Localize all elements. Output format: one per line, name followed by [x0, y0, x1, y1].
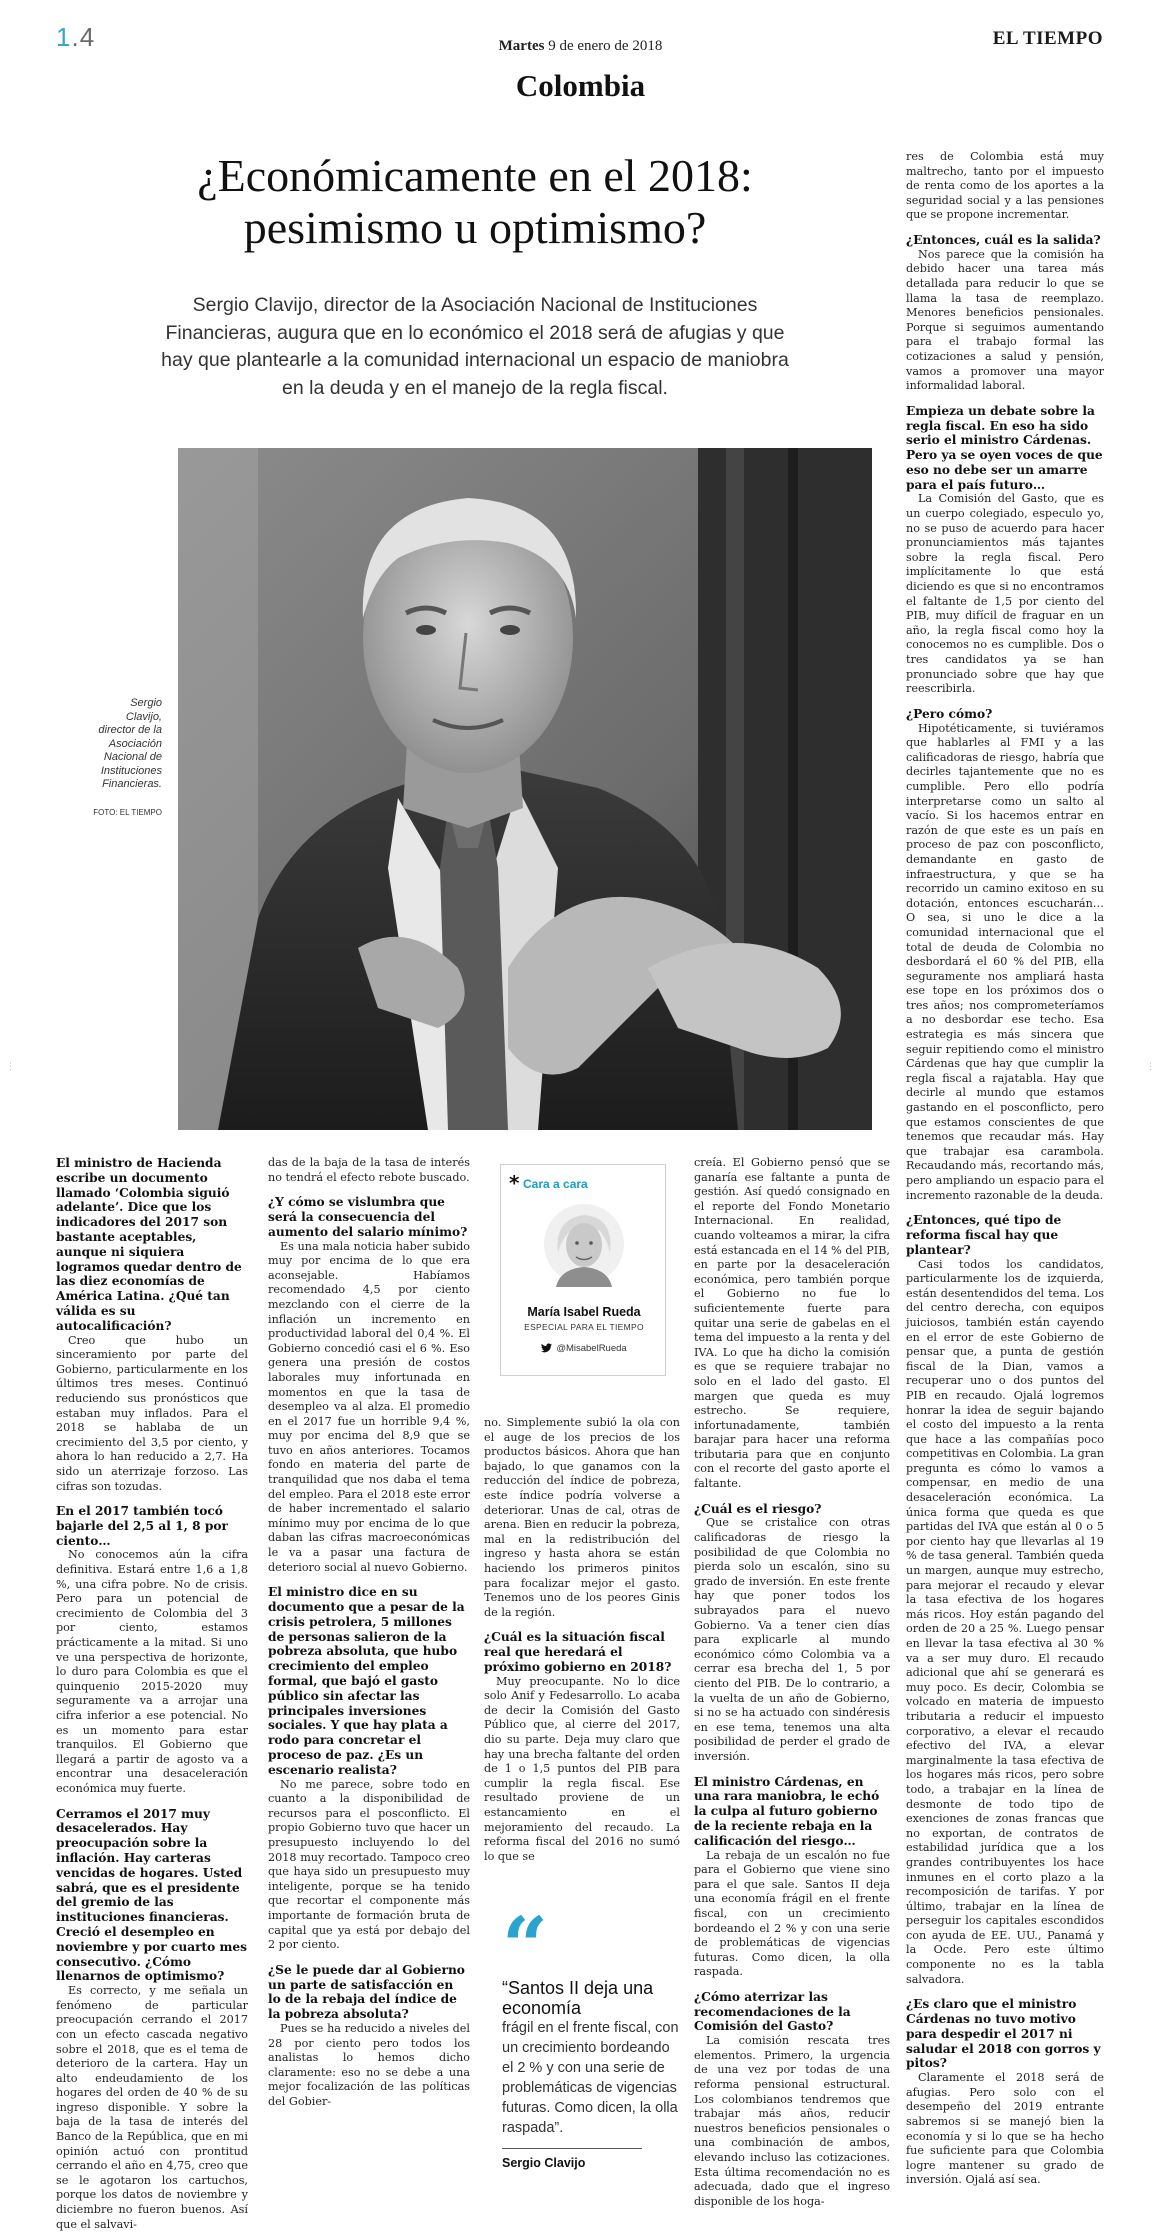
interview-question: ¿Cómo aterrizar las recomendaciones de la Comisión del Gasto?: [694, 1989, 851, 2034]
pull-quote-author: Sergio Clavijo: [502, 2156, 586, 2170]
twitter-icon: [541, 1343, 552, 1353]
interview-answer: Es correcto, y me señala un fenómeno de particular preocupación cerrando el 2017 con un efecto cascada negativo sobre el 2018, que es el tema de deterioro de la cartera. Hay un alto endeudamiento de los hogares del orden de 40 % de su ingreso disponible. Y sobre la baja de la tasa de interés del Banco de la República, que en mi opinión actuó con prontitud cerrando el año en 4,75, creo que se le agotaron los cartuchos, porque los datos de noviembre y diciembre no fueron buenos. Así que el salvavi-: [56, 1984, 248, 2231]
photo-credit: FOTO: EL TIEMPO: [93, 808, 162, 817]
article-column-3: [484, 1416, 680, 1906]
interview-answer: Pues se ha reducido a niveles del 28 por ciento pero todos los analistas lo hemos dicho claramente: eso no se debe a una mejor focalización de las políticas del Gobier-: [268, 2021, 470, 2108]
interview-answer: Muy preocupante. No lo dice solo Anif y Fedesarrollo. Lo acaba de decir la Comisión del Gasto Público que, al cierre del 2017, dio su parte. Deja muy claro que hay una brecha faltante del orden de 1 o 1,5 puntos del PIB para cumplir la regla fiscal. Ese resultado proviene de un estancamiento en el mejoramiento del recaudo. La reforma fiscal del 2016 no sumó lo que se: [484, 1674, 680, 1863]
interview-answer: Claramente el 2018 será de afugias. Pero solo con el desempeño del 2019 entrante sabremos si se manejó bien la economía y si lo que se ha hecho fue suficiente para que Colombia logre mantener su grado de inversión. Ojalá así sea.: [906, 2071, 1104, 2187]
interview-answer: La rebaja de un escalón no fue para el Gobierno que viene sino para el que sale. Santos II deja una economía frágil en el frente fiscal, con un crecimiento bordeando el 2 % y con una serie de problemáticas de vigencias futuras. Como dicen, la olla raspada.: [694, 1848, 890, 1979]
interview-question: ¿Y cómo se vislumbra que será la consecuencia del aumento del salario mínimo?: [268, 1195, 468, 1239]
interview-answer: No me parece, sobre todo en cuanto a la disponibilidad de recursos para el posconflicto. El propio Gobierno tuvo que hacer un presupuesto incluyendo lo del 2018 muy recortado. Tampoco creo que haya sido un presupuesto muy inteligente, porque se ha tenido que recortar el componente más importante de formación bruta de capital que ya está por debajo del 2 por ciento.: [268, 1777, 470, 1952]
interview-question: ¿Entonces, cuál es la salida?: [906, 232, 1101, 247]
section-title: Colombia: [515, 68, 646, 103]
article-column-right: [906, 150, 1104, 2187]
photo-caption: Sergio Clavijo, director de la Asociación Nacional de Instituciones Financieras.: [98, 697, 162, 790]
portrait-illustration: [178, 448, 872, 1130]
newspaper-brand: EL TIEMPO: [992, 28, 1103, 49]
interview-answer: Creo que hubo un sinceramiento por parte del Gobierno, particularmente en los últimos tres meses. Continuó reduciendo sus pronósticos que estaban muy inflados. Para el 2018 se hablaba de un crecimiento del 3,5 por ciento, y ahora lo han reducido a 2,7. Ha sido un aterrizaje forzoso. Las cifras son tozudas.: [56, 1333, 248, 1493]
quote-mark-icon: “: [502, 1899, 549, 1993]
article-column-4: [694, 1156, 890, 2208]
pull-quote-lead: “Santos II deja una economía: [502, 1978, 654, 2018]
interviewer-portrait: [544, 1201, 624, 1287]
interview-question: ¿Cuál es la situación fiscal real que heredará el próximo gobierno en 2018?: [484, 1630, 672, 1674]
registration-mark-right: ⋮: [1146, 1062, 1155, 1072]
asterisk-icon: *: [509, 1171, 520, 1195]
interview-question: En el 2017 también tocó bajarle del 2,5 al 1, 8 por ciento…: [56, 1504, 228, 1548]
interview-question: El ministro dice en su documento que a pesar de la crisis petrolera, 5 millones de personas salieron de la pobreza absoluta, que hubo crecimiento del empleo formal, que bajó el gasto público sin afectar las principales inversiones sociales. Y que hay plata a rodo para concretar el proceso de paz. ¿Es un escenario realista?: [268, 1585, 465, 1777]
registration-mark-left: ⋮: [6, 1062, 15, 1072]
interviewer-twitter: @MisabelRueda: [501, 1343, 667, 1354]
interview-answer: no. Simplemente subió la ola con el auge de los precios de los productos básicos. Ahora que han bajado, lo que ganamos con la reducción del índice de pobreza, este índice podría volverse a deteriorar. Unas de cal, otras de arena. Bien en reducir la pobreza, mal en la redistribución del ingreso y hasta ahora se están haciendo los primeros pinitos para focalizar mejor el gasto. Tenemos uno de los peores Ginis de la región.: [484, 1416, 680, 1619]
interview-answer: Que se cristalice con otras calificadoras de riesgo la posibilidad de que Colombia no pierda solo un escalón, sino su grado de inversión. En este frente hay que poner todos los subrayados para el nuevo Gobierno. Va a tener cien días para explicarle al mundo económico cómo Colombia va a cerrar esa brecha del 1, 5 por ciento del PIB. De lo contrario, a la vuelta de un año de Gobierno, si no se ha actuado con sindéresis en ese tema, tenemos una alta posibilidad de perder el grado de inversión.: [694, 1516, 890, 1763]
interviewer-name: María Isabel Rueda: [527, 1305, 641, 1319]
interview-question: El ministro de Hacienda escribe un documento llamado ‘Colombia siguió adelante’. Dice que los indicadores del 2017 son bastante aceptables, aunque ni siquiera logramos quedar dentro de las diez economías de América Latina. ¿Qué tan válida es su autocalificación?: [56, 1156, 242, 1333]
interview-answer: Es una mala noticia haber subido muy por encima de lo que era aconsejable. Habíamos recomendado 4,5 por ciento mezclando con el cierre de la inflación un incremento en productividad laboral del 0,4 %. El Gobierno concedió casi el 6 %. Eso genera una presión de costos laborales muy infortunada en momentos en que la tasa de desempleo va al alza. El promedio en el 2017 fue un horrible 9,4 %, muy por encima del 8,9 que se tuvo en años anteriores. Tocamos fondo en materia del parte de tranquilidad que nos daba el tema del empleo. Para el 2018 este error de haber incrementado el salario mínimo muy por encima de lo que daban las cifras macroeconómicas le va a pasar una factura de deterioro social al nuevo Gobierno.: [268, 1239, 470, 1574]
pull-quote-divider: [502, 2148, 642, 2149]
article-column-2: [268, 1156, 470, 2170]
interviewer-box: [500, 1164, 666, 1376]
article-deck: Sergio Clavijo, director de la Asociación Nacional de Instituciones Financieras, augura que en lo económico el 2018 será de afugias y que hay que plantearle a la comunidad internacional un espacio de maniobra en la deuda y en el manejo de la regla fiscal.: [161, 294, 789, 399]
interview-question: ¿Es claro que el ministro Cárdenas no tuvo motivo para despedir el 2017 ni saludar el 2018 con gorros y pitos?: [906, 1997, 1101, 2071]
interview-question: ¿Cuál es el riesgo?: [694, 1501, 822, 1516]
interviewer-box-title: Cara a cara: [523, 1177, 588, 1191]
interview-answer: Nos parece que la comisión ha debido hacer una tarea más detallada para reducir lo que se llama la tasa de reemplazo. Menores beneficios pensionales. Porque si seguimos aumentando para el trabajo formal las cotizaciones a salud y pensión, vamos a promover una mayor informalidad laboral.: [906, 247, 1104, 393]
interview-answer: creía. El Gobierno pensó que se ganaría ese faltante a punta de gestión. Así quedó consignado en el reporte del Fondo Monetario Internacional. En realidad, cuando volteamos a mirar, la cifra está estancada en el 14 % del PIB, en parte por la desaceleración económica, pero también porque el Gobierno no fue lo suficientemente fuerte para quitar una serie de gabelas en el tema del impuesto a la renta y del IVA. Lo que ha dicho la comisión es que se requiere trabajar no solo en el lado del gasto. El margen que queda es muy estrecho. Se requiere, infortunadamente, también barajar para hacer una reforma tributaria para que en conjunto con el recorte del gasto aporte el faltante.: [694, 1156, 890, 1491]
pull-quote-text: frágil en el frente fiscal, con un crecimiento bordeando el 2 % y con una serie de problemáticas de vigencias futuras. Como dicen, la olla raspada”.: [502, 2020, 679, 2136]
interview-question: ¿Se le puede dar al Gobierno un parte de satisfacción en lo de la rebaja del índice de la pobreza absoluta?: [268, 1962, 465, 2022]
article-column-1: [56, 1156, 248, 2231]
pull-quote: [502, 1899, 682, 2170]
interview-question: Empieza un debate sobre la regla fiscal. En eso ha sido serio el ministro Cárdenas. Pero ya se oyen voces de que eso no debe ser un amarre para el país futuro…: [906, 403, 1103, 492]
interview-answer: res de Colombia está muy maltrecho, tanto por el impuesto de renta como de los aportes a la seguridad social y a las pensiones que se propone incrementar.: [906, 150, 1104, 222]
interview-answer: Casi todos los candidatos, particularmente los de izquierda, están desentendidos del tema. Los del centro derecha, con equipos juiciosos, también están cayendo en el error de este Gobierno de pensar que, a punta de gestión fiscal de la Dian, vamos a recuperar uno o dos puntos del PIB en recaudo. Ojalá logremos honrar la idea de seguir bajando el costo del impuesto a la renta que hace a las compañías poco competitivas en Colombia. La gran pregunta es cómo lo vamos a compensar, en medio de una desaceleración económica. La única forma que queda es que partidas del IVA que están al 0 o 5 por ciento hay que llevarlas al 19 % de tasa general. También queda un margen, aunque muy estrecho, para mejorar el recaudo y elevar la tasa efectiva de los hogares más ricos. Hoy están pagando del orden de 20 a 25 %. Luego pensar en llevar la tasa efectiva al 30 % va a ser muy duro. El recaudo adicional que ahí se generará es muy poco. Es decir, Colombia se volcado en materia de impuesto tributaria a reducir el impuesto corporativo, a elevar el recaudo efectivo del IVA, a elevar marginalmente la tasa efectiva de los hogares más ricos, pero sobre todo, a trabajar en la línea de desmonte de todo tipo de exenciones de zonas francas que no exportan, de contratos de estabilidad jurídica que a los grandes contribuyentes los hace inmunes en el corto plazo a la recomposición de tarifas. Y por último, trabajar en la línea de perseguir los capitales escondidos con ayuda de EE. UU., Panamá y la Ocde. Pero este último componente no es la tabla salvadora.: [906, 1257, 1104, 1986]
main-photo: [178, 448, 872, 1130]
interview-question: ¿Pero cómo?: [906, 706, 993, 721]
dateline: Martes 9 de enero de 2018: [498, 38, 663, 54]
interview-question: El ministro Cárdenas, en una rara maniobra, le echó la culpa al futuro gobierno de la reciente rebaja en la calificación del riesgo…: [694, 1774, 880, 1848]
article-headline: ¿Económicamente en el 2018: pesimismo u optimismo?: [197, 150, 753, 253]
interview-answer: das de la baja de la tasa de interés no tendrá el efecto rebote buscado.: [268, 1156, 470, 1184]
interview-answer: La Comisión del Gasto, que es un cuerpo colegiado, especulo yo, no se puso de acuerdo para hacer pronunciamientos más tajantes sobre la regla fiscal. Pero implícitamente lo que está diciendo es que si no encontramos el faltante de 1,5 por ciento del PIB, muy difícil de fraguar en un año, la regla fiscal como hoy la conocemos no es cumplible. Dos o tres candidatos ya se han pronunciado sobre que hay que reescribirla.: [906, 492, 1104, 696]
interview-answer: Hipotéticamente, si tuviéramos que hablarles al FMI y a las calificadoras de riesgo, habría que decirles tajantemente que no es cumplible. Pero ello podría interpretarse como un salto al vacío. Si los hacemos entrar en razón de que este es un país en proceso de paz con posconflicto, demandante en gasto de infraestructura, y que se ha recorrido un camino exitoso en su dotación, entonces escucharán… O sea, si uno le dice a la comunidad internacional que el total de deuda de Colombia no desbordará el 60 % del PIB, ella seguramente nos ampliará hasta ese tope en los próximos dos o tres años; nos comprometeríamos a no desbordar ese techo. Esa estrategia es más sincera que seguir repitiendo como el ministro Cárdenas que hay que cumplir la regla fiscal a rajatabla. Hay que decirle al mundo que estamos gastando en el posconflicto, pero que estamos conscientes de que tenemos que recaudar más. Hay que trabajar esa carambola. Recaudando más, recortando más, pero ampliando un espacio para el incremento razonable de la deuda.: [906, 721, 1104, 1202]
interview-question: Cerramos el 2017 muy desacelerados. Hay preocupación sobre la inflación. Hay carteras vencidas de hogares. Usted sabrá, que es el presidente del gremio de las instituciones financieras. Creció el desempleo en noviembre y por cuarto mes consecutivo. ¿Cómo llenarnos de optimismo?: [56, 1806, 248, 1984]
interview-answer: No conocemos aún la cifra definitiva. Estará entre 1,6 a 1,8 %, una cifra pobre. No de crisis. Pero para un potencial de crecimiento de Colombia del 3 por ciento, estamos prácticamente a la mitad. Si uno ve una perspectiva de horizonte, lo duro para Colombia es que el quinquenio 2015-2020 muy seguramente va a arrojar una cifra inferior a ese potencial. No es un momento para estar tranquilos. El Gobierno que llegará a partir de agosto va a encontrar una desaceleración económica muy fuerte.: [56, 1548, 248, 1795]
interview-question: ¿Entonces, qué tipo de reforma fiscal hay que plantear?: [906, 1213, 1062, 1257]
page-number: 1.4: [56, 22, 96, 52]
interviewer-role: ESPECIAL PARA EL TIEMPO: [524, 1322, 644, 1332]
interview-answer: La comisión rescata tres elementos. Primero, la urgencia de una vez por todas de una reforma pensional estructural. Los colombianos tendremos que trabajar más años, reducir nuestros beneficios pensionales o una combinación de ambos, elevando incluso las cotizaciones. Esta última recomendación no es adecuada, dado que el ingreso disponible de los hoga-: [694, 2034, 890, 2208]
